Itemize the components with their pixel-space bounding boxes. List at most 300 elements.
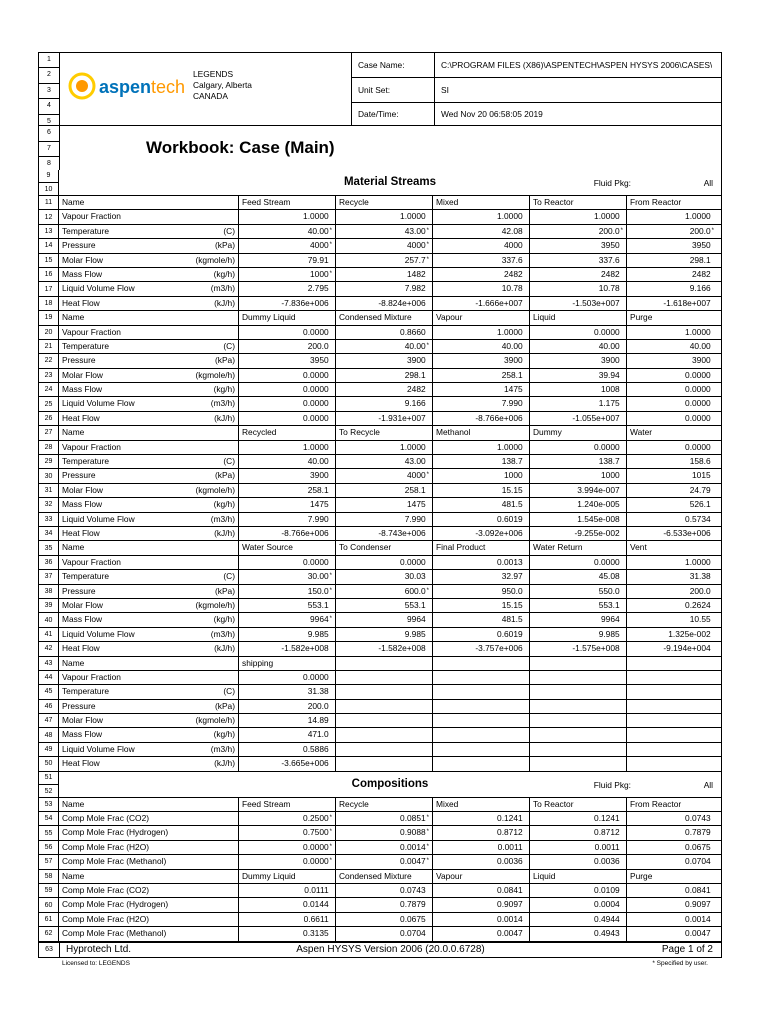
value-cell [627, 585, 717, 598]
value-cell [336, 685, 433, 698]
property-unit: (C) [223, 686, 235, 697]
row-number: 19 [39, 311, 59, 324]
value: 0.7500 [303, 827, 329, 838]
value: 0.0000 [303, 841, 329, 852]
value: 1.0000 [497, 211, 523, 222]
value: 0.0743 [400, 884, 426, 895]
stream-name: Dummy Liquid [239, 311, 336, 324]
datetime-value: Wed Nov 20 06:58:05 2019 [441, 109, 543, 119]
property-name: Comp Mole Frac (CO2) [62, 813, 150, 824]
value: 0.5734 [685, 513, 711, 524]
value: 3900 [601, 355, 620, 366]
value: 200.0 [307, 700, 329, 711]
value-cell [433, 412, 530, 425]
value-cell [627, 383, 717, 396]
row-number: 23 [39, 369, 59, 382]
value-cell [336, 441, 433, 454]
value-cell [627, 326, 717, 339]
property-row [39, 397, 721, 411]
value-cell [627, 743, 717, 756]
value-cell [336, 570, 433, 583]
value: 0.0841 [497, 884, 523, 895]
company-city: Calgary, Alberta [193, 80, 252, 90]
value-cell [336, 757, 433, 770]
value: 7.990 [501, 398, 523, 409]
value-cell [239, 354, 336, 367]
stream-name: Liquid [530, 870, 627, 883]
value: 1.0000 [400, 441, 426, 452]
section-header [39, 772, 721, 798]
property-row [39, 340, 721, 354]
value-cell [530, 700, 627, 713]
specified-marker: * [426, 587, 429, 594]
value: 0.0000 [685, 384, 711, 395]
stream-name: To Condenser [336, 541, 433, 554]
value: 4000 [504, 240, 523, 251]
value-cell [627, 913, 717, 926]
stream-name [433, 657, 530, 670]
row-number: 28 [39, 441, 59, 454]
value-cell [433, 613, 530, 626]
value: 1.175 [598, 398, 620, 409]
value: 2482 [692, 268, 711, 279]
value: -1.582e+008 [378, 643, 426, 654]
value: -1.055e+007 [572, 412, 620, 423]
value: 0.0000 [303, 326, 329, 337]
property-cell [59, 225, 239, 238]
value: 9964 [407, 614, 426, 625]
value-cell [627, 455, 717, 468]
value: 24.79 [689, 484, 711, 495]
value: 1.0000 [685, 211, 711, 222]
value: 0.8712 [594, 827, 620, 838]
value-cell [627, 268, 717, 281]
value-cell [239, 441, 336, 454]
value-cell [627, 484, 717, 497]
property-unit: (kgmole/h) [195, 369, 235, 380]
value-cell [530, 225, 627, 238]
value-cell [530, 254, 627, 267]
title-band: 6 7 8 Workbook: Case (Main) [38, 125, 722, 170]
value-cell [530, 441, 627, 454]
property-cell [59, 441, 239, 454]
value: 0.0704 [400, 928, 426, 939]
value: 0.1241 [594, 813, 620, 824]
property-row [39, 556, 721, 570]
value: 40.00 [501, 340, 523, 351]
row-number: 43 [39, 657, 59, 670]
property-row [39, 714, 721, 728]
value-cell [530, 927, 627, 940]
row-number: 20 [39, 326, 59, 339]
property-row [39, 757, 721, 771]
value-cell [239, 412, 336, 425]
value: 1.0000 [400, 211, 426, 222]
value-cell [627, 628, 717, 641]
value-cell [239, 469, 336, 482]
property-row [39, 812, 721, 826]
value: 158.6 [689, 456, 711, 467]
footer-page: Page 1 of 2 [661, 943, 713, 955]
specified-marker: * [329, 270, 332, 277]
value: 40.00 [689, 340, 711, 351]
stream-name: Feed Stream [239, 196, 336, 209]
value-cell [627, 210, 717, 223]
value: 0.4943 [594, 928, 620, 939]
property-name: Liquid Volume Flow [62, 628, 135, 639]
value-cell [239, 225, 336, 238]
value: 0.1241 [497, 813, 523, 824]
property-cell [59, 354, 239, 367]
stream-name: Vapour [433, 870, 530, 883]
specified-marker: * [620, 227, 623, 234]
value-cell [530, 642, 627, 655]
value-cell [336, 613, 433, 626]
property-row [39, 570, 721, 584]
section-band [59, 170, 721, 196]
value: 45.08 [598, 571, 620, 582]
value-cell [433, 884, 530, 897]
value: 0.0111 [304, 884, 329, 895]
property-unit: (kg/h) [213, 268, 235, 279]
property-name: Pressure [62, 355, 96, 366]
property-name: Comp Mole Frac (H2O) [62, 841, 150, 852]
property-row [39, 685, 721, 699]
value: -1.503e+007 [572, 297, 620, 308]
value-cell [239, 527, 336, 540]
stream-name: Purge [630, 870, 653, 881]
value-cell [433, 513, 530, 526]
value: 298.1 [404, 369, 426, 380]
value-cell [336, 340, 433, 353]
value: 0.5886 [303, 743, 329, 754]
value: 0.0675 [685, 841, 711, 852]
value: 1.0000 [685, 326, 711, 337]
value-cell [530, 340, 627, 353]
name-header: Name [59, 196, 239, 209]
value: 0.0000 [594, 556, 620, 567]
value: 10.78 [598, 283, 620, 294]
fluid-pkg-value: All [703, 178, 713, 188]
value: 0.0675 [400, 913, 426, 924]
property-cell [59, 239, 239, 252]
property-row [39, 383, 721, 397]
value-cell [336, 898, 433, 911]
row-number: 59 [39, 884, 59, 897]
value: 526.1 [689, 499, 711, 510]
value-cell [433, 225, 530, 238]
value-cell [627, 441, 717, 454]
property-row [39, 855, 721, 869]
company-info [193, 69, 252, 102]
value-cell [336, 642, 433, 655]
specified-marker: * [329, 616, 332, 623]
value: -3.665e+006 [281, 758, 329, 769]
value-cell [336, 628, 433, 641]
value: 1000 [504, 470, 523, 481]
value: 9964 [601, 614, 620, 625]
value: 9.166 [689, 283, 711, 294]
stream-name: Water [630, 427, 653, 438]
value: 10.78 [501, 283, 523, 294]
value: 15.15 [501, 484, 523, 495]
stream-name: To Reactor [530, 196, 627, 209]
value: 0.0841 [685, 884, 711, 895]
property-cell [59, 268, 239, 281]
name-header: Name [59, 798, 239, 811]
property-cell [59, 369, 239, 382]
property-name: Temperature [62, 340, 110, 351]
value-cell [433, 714, 530, 727]
specified-marker: * [426, 342, 429, 349]
value-cell [239, 455, 336, 468]
value-cell [530, 369, 627, 382]
value-cell [239, 884, 336, 897]
row-number: 41 [39, 628, 59, 641]
value-cell [627, 812, 717, 825]
value: 1015 [692, 470, 711, 481]
property-row [39, 513, 721, 527]
row-number: 52 [44, 787, 53, 795]
value-cell [433, 254, 530, 267]
value-cell [627, 570, 717, 583]
value: 3.994e-007 [577, 484, 620, 495]
value: 1.0000 [497, 441, 523, 452]
specified-marker: * [329, 815, 332, 822]
specified-marker: * [329, 242, 332, 249]
value: -9.255e-002 [574, 527, 620, 538]
specified-marker: * [426, 242, 429, 249]
property-row [39, 826, 721, 840]
value: 0.0000 [303, 398, 329, 409]
name-header: Name [59, 657, 239, 670]
value: 0.0000 [303, 369, 329, 380]
row-number: 58 [39, 870, 59, 883]
value-cell [336, 700, 433, 713]
property-row [39, 254, 721, 268]
property-row [39, 282, 721, 296]
value-cell [627, 599, 717, 612]
value-cell [433, 354, 530, 367]
value-cell [239, 913, 336, 926]
row-number: 38 [39, 585, 59, 598]
value-cell [239, 369, 336, 382]
value: 150.0 [307, 585, 329, 596]
data-grid [38, 170, 722, 942]
aspentech-logo [67, 67, 187, 107]
property-row [39, 728, 721, 742]
property-row [39, 628, 721, 642]
property-name: Mass Flow [62, 614, 103, 625]
value-cell [433, 527, 530, 540]
value: 3950 [692, 240, 711, 251]
property-name: Comp Mole Frac (H2O) [62, 913, 150, 924]
row-number: 16 [39, 268, 59, 281]
value-cell [433, 498, 530, 511]
section-band [59, 772, 721, 798]
value-cell [627, 513, 717, 526]
property-cell [59, 397, 239, 410]
case-name-label: Case Name: [352, 53, 435, 77]
specified-note: * Specified by user. [652, 959, 708, 967]
value: -8.743e+006 [378, 527, 426, 538]
property-row [39, 743, 721, 757]
property-name: Comp Mole Frac (Hydrogen) [62, 827, 169, 838]
value-cell [530, 671, 627, 684]
value: 553.1 [598, 599, 620, 610]
stream-name-row [39, 311, 721, 325]
value-cell [530, 585, 627, 598]
property-name: Comp Mole Frac (Methanol) [62, 928, 167, 939]
value-cell [627, 239, 717, 252]
value-cell [336, 743, 433, 756]
value-cell [336, 484, 433, 497]
property-name: Vapour Fraction [62, 211, 121, 222]
value-cell [239, 671, 336, 684]
value: 0.0000 [685, 369, 711, 380]
specified-marker: * [329, 858, 332, 865]
row-number: 24 [39, 383, 59, 396]
row-number: 45 [39, 685, 59, 698]
value-cell [336, 884, 433, 897]
value: 9.985 [404, 628, 426, 639]
value: 481.5 [501, 499, 523, 510]
logo-swirl-icon [67, 71, 97, 101]
stream-name: Purge [630, 312, 653, 323]
value: 550.0 [598, 585, 620, 596]
property-unit: (kPa) [214, 355, 235, 366]
property-row [39, 913, 721, 927]
value: 1.545e-008 [577, 513, 620, 524]
property-unit: (C) [223, 571, 235, 582]
property-unit: (kJ/h) [214, 412, 235, 423]
property-unit: (kJ/h) [214, 758, 235, 769]
property-unit: (m3/h) [210, 743, 235, 754]
value: 2.795 [307, 283, 329, 294]
value: 2482 [504, 268, 523, 279]
property-name: Vapour Fraction [62, 441, 121, 452]
property-cell [59, 700, 239, 713]
property-name: Pressure [62, 470, 96, 481]
value-cell [627, 728, 717, 741]
property-cell [59, 484, 239, 497]
value-cell [336, 728, 433, 741]
fluid-pkg-value: All [703, 779, 713, 790]
value: 258.1 [404, 484, 426, 495]
stream-name: Recycle [336, 196, 433, 209]
value: 0.0014 [400, 841, 426, 852]
value: 950.0 [501, 585, 523, 596]
value-cell [336, 326, 433, 339]
value: -8.766e+006 [281, 527, 329, 538]
value-cell [530, 757, 627, 770]
value-cell [627, 855, 717, 868]
property-row [39, 441, 721, 455]
value: 0.9097 [497, 899, 523, 910]
value: 200.0 [307, 340, 329, 351]
value-cell [336, 397, 433, 410]
value: 9.985 [307, 628, 329, 639]
property-unit: (m3/h) [210, 283, 235, 294]
value-cell [433, 326, 530, 339]
value-cell [530, 268, 627, 281]
value-cell [433, 628, 530, 641]
value: 9.166 [404, 398, 426, 409]
value-cell [627, 826, 717, 839]
value-cell [239, 728, 336, 741]
value-cell [433, 685, 530, 698]
value-cell [239, 642, 336, 655]
value-cell [433, 585, 530, 598]
property-cell [59, 498, 239, 511]
value-cell [433, 841, 530, 854]
value: 1.325e-002 [668, 628, 711, 639]
value-cell [336, 282, 433, 295]
property-unit: (kPa) [214, 585, 235, 596]
property-row [39, 671, 721, 685]
property-cell [59, 884, 239, 897]
value-cell [239, 498, 336, 511]
footer-company: Hyprotech Ltd. [66, 943, 132, 955]
value: 40.00 [598, 340, 620, 351]
row-number: 55 [39, 826, 59, 839]
property-name: Molar Flow [62, 599, 103, 610]
value-cell [336, 855, 433, 868]
row-number: 61 [39, 913, 59, 926]
row-number: 44 [39, 671, 59, 684]
value-cell [627, 884, 717, 897]
stream-name [336, 657, 433, 670]
stream-name: shipping [239, 657, 336, 670]
company-country: CANADA [193, 91, 228, 101]
value-cell [336, 714, 433, 727]
value: 0.0036 [594, 856, 620, 867]
property-name: Mass Flow [62, 729, 103, 740]
property-cell [59, 412, 239, 425]
property-name: Heat Flow [62, 527, 100, 538]
value: 3950 [601, 240, 620, 251]
property-unit: (C) [223, 456, 235, 467]
value: 3900 [504, 355, 523, 366]
value-cell [433, 927, 530, 940]
value: 1475 [310, 499, 329, 510]
name-header: Name [59, 541, 239, 554]
datetime-label: Date/Time: [352, 103, 435, 126]
stream-name: Condensed Mixture [336, 311, 433, 324]
value-cell [433, 642, 530, 655]
value-cell [627, 685, 717, 698]
specified-marker: * [329, 587, 332, 594]
stream-name: Water Return [530, 541, 627, 554]
value: 0.6019 [497, 513, 523, 524]
value-cell [433, 297, 530, 310]
property-row [39, 484, 721, 498]
value-cell [627, 700, 717, 713]
case-name-value: C:\PROGRAM FILES (X86)\ASPENTECH\ASPEN HYSYS 2006\CASES\ [441, 60, 713, 70]
value-cell [530, 628, 627, 641]
property-name: Temperature [62, 225, 110, 236]
value: 0.0036 [497, 856, 523, 867]
property-name: Vapour Fraction [62, 556, 121, 567]
property-name: Heat Flow [62, 412, 100, 423]
stream-name: Mixed [433, 798, 530, 811]
value-cell [530, 354, 627, 367]
property-cell [59, 297, 239, 310]
stream-name [627, 657, 717, 670]
value-cell [627, 498, 717, 511]
stream-name: Condensed Mixture [336, 870, 433, 883]
property-cell [59, 570, 239, 583]
